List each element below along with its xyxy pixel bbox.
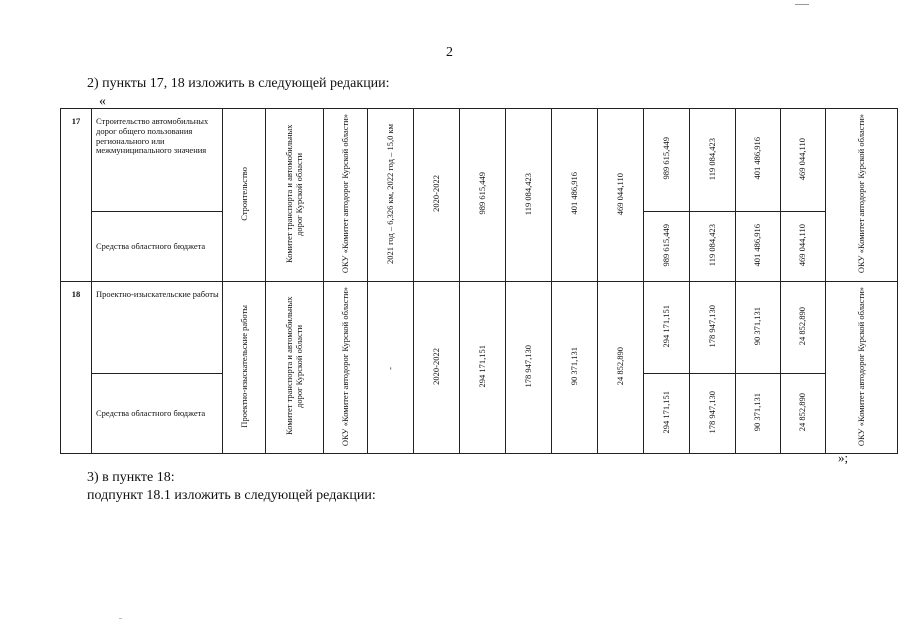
year-2020-value: 178 947,130 [523,344,534,388]
budget-2022: 469 044,110 [797,224,808,267]
year-2021-cell [552,109,598,282]
customer: Комитет транспорта и автомобильных дорог Курской области [284,296,305,436]
developer-cell [324,282,368,454]
period: 2020-2022 [431,175,442,213]
object-name: Строительство автомобильных дорог общего пользования регионального или межмуниципального значения [92,109,223,212]
capacity: 2021 год – 6,326 км, 2022 год – 15,0 км [385,123,396,264]
projects-table [60,108,898,454]
opening-quote: « [99,94,106,109]
row-number: 17 [61,109,92,282]
closing-quote: »; [838,450,849,465]
budget-2021: 401 486,916 [752,223,763,267]
budget-2020-cell [690,374,736,454]
budget-2022: 24 852,890 [797,392,808,432]
funding-2022-cell [781,282,826,374]
developer: ОКУ «Комитет автодорог Курской области» [340,114,351,274]
scan-artifact [119,618,122,619]
funding-source: Средства областного бюджета [92,374,223,454]
capacity: - [385,366,396,370]
point-3-heading: 3) в пункте 18: [87,470,175,485]
customer-cell [266,282,324,454]
subpoint-heading: подпункт 18.1 изложить в следующей редакции: [87,488,376,503]
budget-2021-cell [736,374,781,454]
budget-total-cell [644,212,690,282]
year-2020-value: 119 084,423 [523,172,534,215]
developer: ОКУ «Комитет автодорог Курской области» [340,286,351,446]
period-cell [414,109,460,282]
budget-2020-cell [690,212,736,282]
funding-2021: 401 486,916 [752,137,763,180]
work-type-cell [223,109,266,282]
row-number: 18 [61,282,92,454]
budget-2021-cell [736,212,781,282]
funding-2021-cell [736,282,781,374]
budget-total: 989 615,449 [660,223,671,267]
work-type: Строительство [238,166,249,221]
recipient: ОКУ «Комитет автодорог Курской области» [856,114,867,274]
customer-cell [266,109,324,282]
customer: Комитет транспорта и автомобильных дорог Курской области [284,124,305,263]
funding-2022: 24 852,890 [797,306,808,346]
budget-total-cell [644,374,690,454]
budget-2021: 90 371,131 [752,392,763,432]
period-cell [414,282,460,454]
work-type-cell [223,282,266,454]
capacity-cell [368,282,414,454]
budget-2020: 178 947,130 [706,390,717,434]
top-rule [795,4,809,5]
funding-2021: 90 371,131 [752,306,763,346]
total-cost: 989 615,449 [477,172,488,215]
page-number: 2 [446,45,453,60]
funding-total-cell [644,282,690,374]
year-2022-cell [598,109,644,282]
year-2022-value: 24 852,890 [615,346,626,386]
budget-2020: 119 084,423 [706,224,717,267]
total-cost-cell [460,282,506,454]
budget-2022-cell [781,212,826,282]
year-2022-cell [598,282,644,454]
period: 2020-2022 [431,347,442,385]
recipient: ОКУ «Комитет автодорог Курской области» [856,286,867,446]
funding-total: 294 171,151 [660,304,671,348]
funding-2020-cell [690,109,736,212]
year-2022-value: 469 044,110 [615,172,626,215]
capacity-cell [368,109,414,282]
funding-total: 989 615,449 [660,137,671,180]
funding-2022-cell [781,109,826,212]
recipient-cell [826,282,898,454]
amendment-heading: 2) пункты 17, 18 изложить в следующей редакции: [87,76,390,91]
total-cost: 294 171,151 [477,344,488,388]
budget-total: 294 171,151 [660,390,671,434]
total-cost-cell [460,109,506,282]
developer-cell [324,109,368,282]
recipient-cell [826,109,898,282]
object-name: Проектно-изыскательские работы [92,282,223,374]
year-2021-value: 401 486,916 [569,172,580,215]
table-row [61,109,898,212]
year-2020-cell [506,282,552,454]
budget-2022-cell [781,374,826,454]
funding-2022: 469 044,110 [797,137,808,180]
year-2021-cell [552,282,598,454]
funding-total-cell [644,109,690,212]
funding-2021-cell [736,109,781,212]
work-type: Проектно-изыскательские работы [238,304,249,428]
year-2020-cell [506,109,552,282]
year-2021-value: 90 371,131 [569,346,580,386]
funding-2020: 178 947,130 [706,304,717,348]
funding-source: Средства областного бюджета [92,212,223,282]
table-row [61,282,898,374]
funding-2020-cell [690,282,736,374]
funding-2020: 119 084,423 [706,137,717,180]
